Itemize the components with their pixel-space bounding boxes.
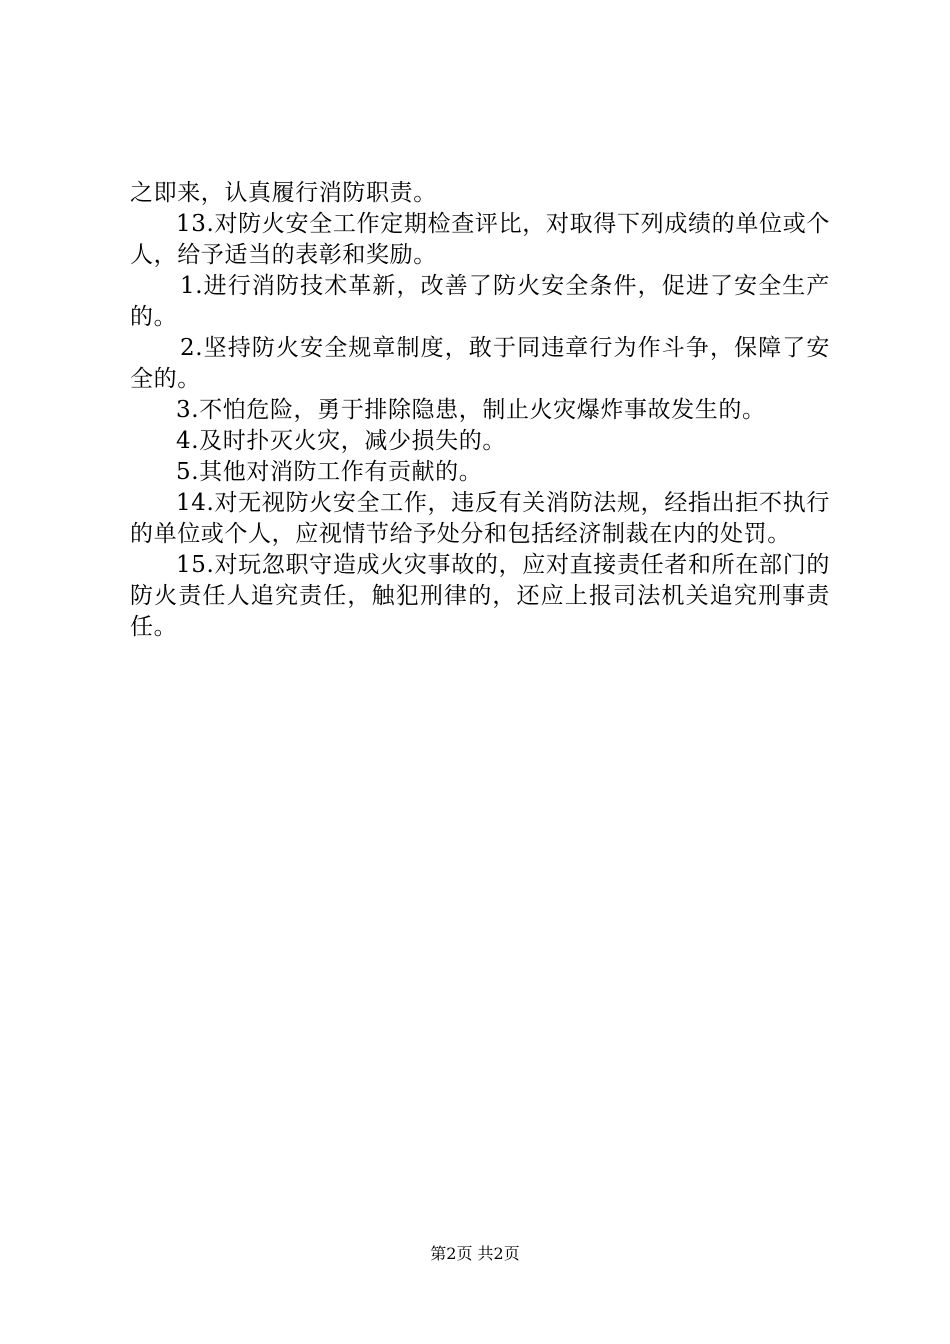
paragraph-subitem-3: 3.不怕危险，勇于排除隐患，制止火灾爆炸事故发生的。 [176, 397, 766, 423]
paragraph-subitem-1: 1.进行消防技术革新，改善了防火安全条件，促进了安全生产的。 [130, 273, 830, 330]
paragraph-subitem-2: 2.坚持防火安全规章制度，敢于同违章行为作斗争，保障了安全的。 [130, 335, 830, 392]
page-number-label: 第2页 共2页 [430, 1244, 520, 1263]
paragraph-subitem-4: 4.及时扑灭火灾，减少损失的。 [176, 428, 506, 454]
paragraph-item-13: 13.对防火安全工作定期检查评比，对取得下列成绩的单位或个人，给予适当的表彰和奖励。 [130, 211, 830, 268]
paragraph-subitem-5: 5.其他对消防工作有贡献的。 [176, 459, 483, 485]
page-footer [0, 1244, 950, 1264]
paragraph-item-15: 15.对玩忽职守造成火灾事故的，应对直接责任者和所在部门的防火责任人追究责任，触犯刑律的，还应上报司法机关追究刑事责任。 [130, 552, 830, 640]
document-body [130, 178, 830, 643]
paragraph-item-14: 14.对无视防火安全工作，违反有关消防法规，经指出拒不执行的单位或个人，应视情节给予处分和包括经济制裁在内的处罚。 [130, 490, 830, 547]
paragraph-continuation: 之即来，认真履行消防职责。 [130, 180, 437, 206]
